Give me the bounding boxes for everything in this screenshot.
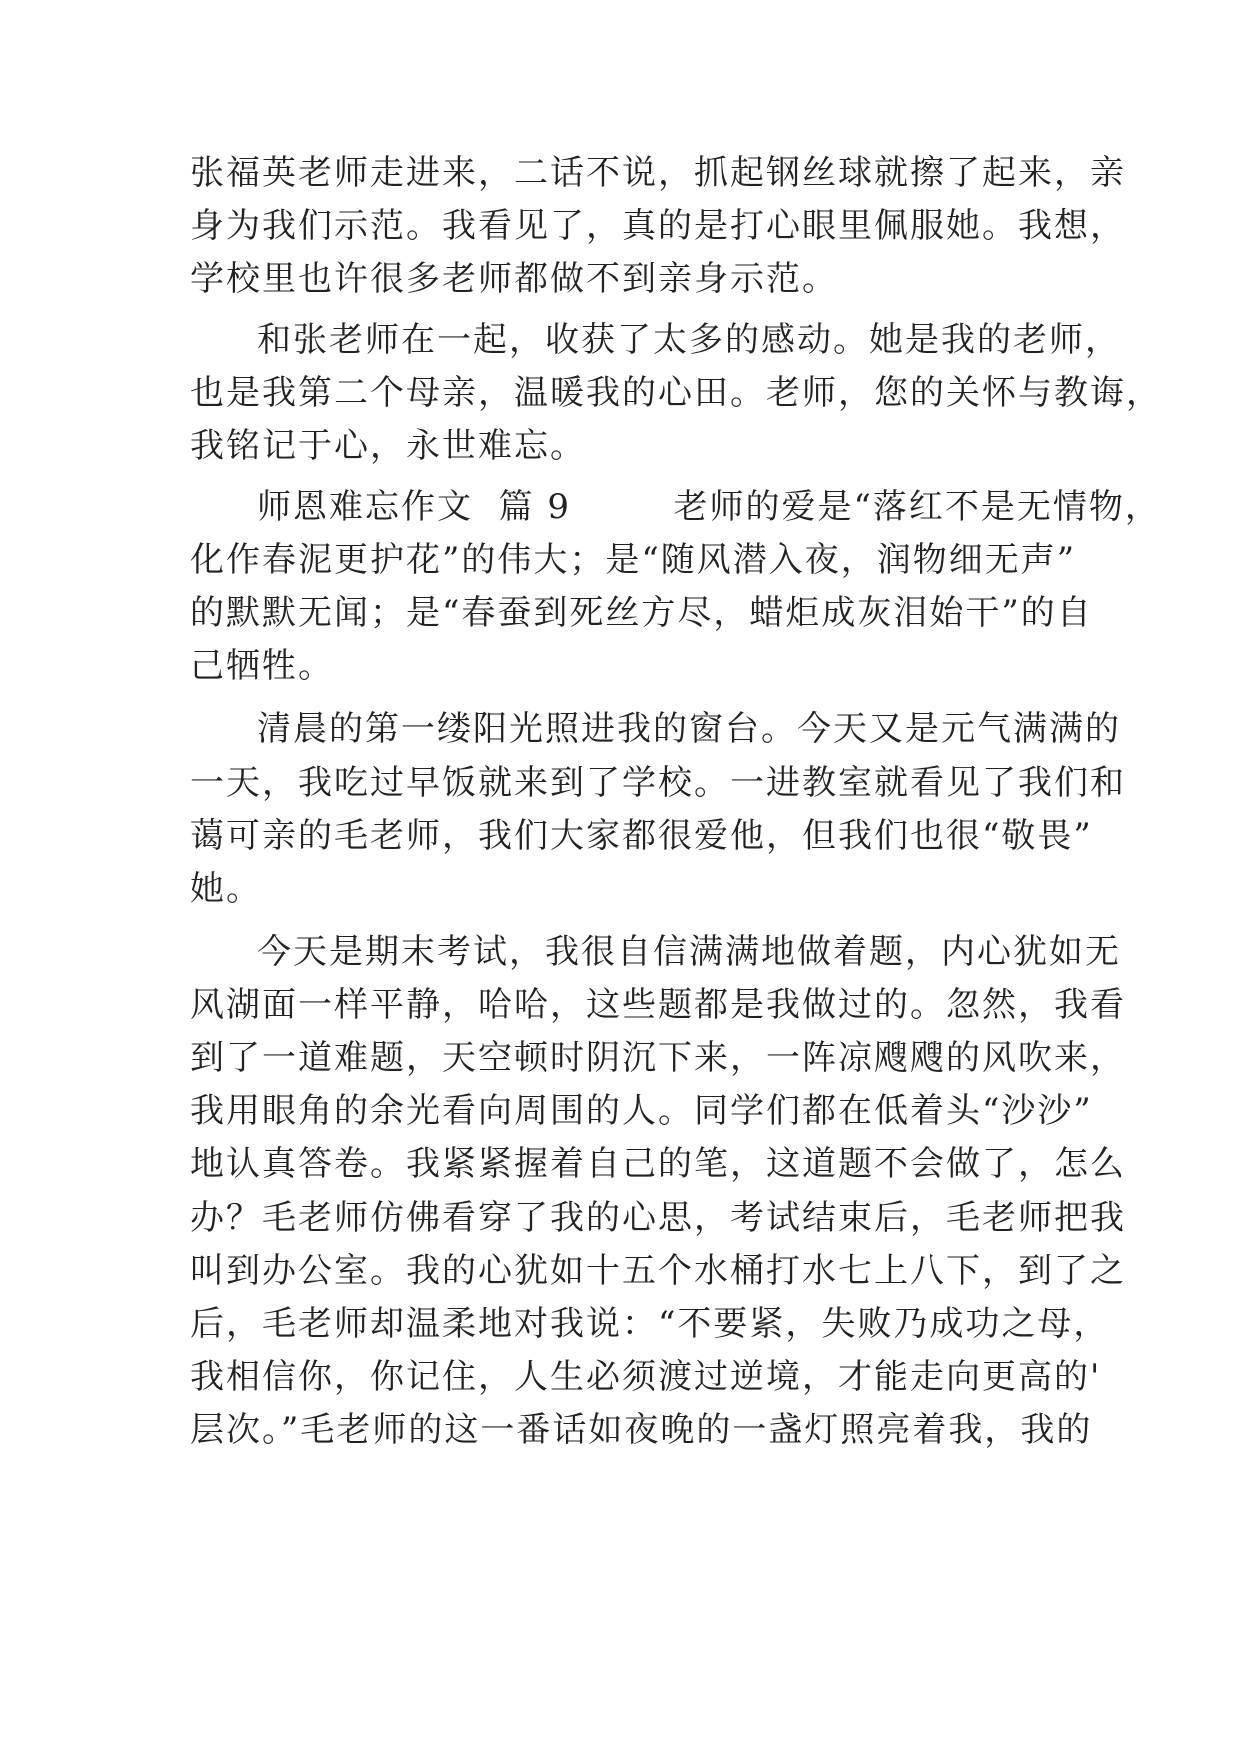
section-heading-line: 师恩难忘作文 篇 9 老师的爱是“落红不是无情物，: [257, 487, 1161, 527]
text-line: 她。: [190, 869, 262, 909]
paragraph-first-line: 今天是期末考试，我很自信满满地做着题，内心犹如无: [257, 932, 1121, 972]
text-line: 我铭记于心，永世难忘。: [190, 426, 586, 466]
text-line: 一天，我吃过早饭就来到了学校。一进教室就看见了我们和: [190, 763, 1126, 803]
text-line: 地认真答卷。我紧紧握着自己的笔，这道题不会做了，怎么: [190, 1144, 1126, 1184]
text-line: 的默默无闻；是“春蚕到死丝方尽，蜡炬成灰泪始干”的自: [190, 593, 1093, 633]
text-line: 办？毛老师仿佛看穿了我的心思，考试结束后，毛老师把我: [190, 1198, 1126, 1238]
text-line: 我相信你，你记住，人生必须渡过逆境，才能走向更高的': [190, 1357, 1102, 1397]
text-line: 到了一道难题，天空顿时阴沉下来，一阵凉飕飕的风吹来，: [190, 1038, 1126, 1078]
text-line: 后，毛老师却温柔地对我说：“不要紧，失败乃成功之母，: [190, 1304, 1110, 1344]
text-line: 蔼可亲的毛老师，我们大家都很爱他，但我们也很“敬畏”: [190, 816, 1093, 856]
paragraph-first-line: 和张老师在一起，收获了太多的感动。她是我的老师，: [257, 320, 1121, 360]
text-line: 己牺牲。: [190, 646, 334, 686]
text-line: 张福英老师走进来，二话不说，抓起钢丝球就擦了起来，亲: [190, 153, 1126, 193]
text-line: 风湖面一样平静，哈哈，这些题都是我做过的。忽然，我看: [190, 985, 1126, 1025]
text-line: 学校里也许很多老师都做不到亲身示范。: [190, 259, 838, 299]
text-line: 身为我们示范。我看见了，真的是打心眼里佩服她。我想，: [190, 206, 1126, 246]
text-line: 也是我第二个母亲，温暖我的心田。老师，您的关怀与教诲，: [190, 373, 1162, 413]
text-line: 我用眼角的余光看向周围的人。同学们都在低着头“沙沙”: [190, 1091, 1093, 1131]
text-line: 化作春泥更护花”的伟大；是“随风潜入夜，润物细无声”: [190, 540, 1077, 580]
paragraph-first-line: 清晨的第一缕阳光照进我的窗台。今天又是元气满满的: [257, 709, 1121, 749]
text-line: 叫到办公室。我的心犹如十五个水桶打水七上八下，到了之: [190, 1251, 1126, 1291]
text-line: 层次。”毛老师的这一番话如夜晚的一盏灯照亮着我，我的: [190, 1410, 1093, 1450]
